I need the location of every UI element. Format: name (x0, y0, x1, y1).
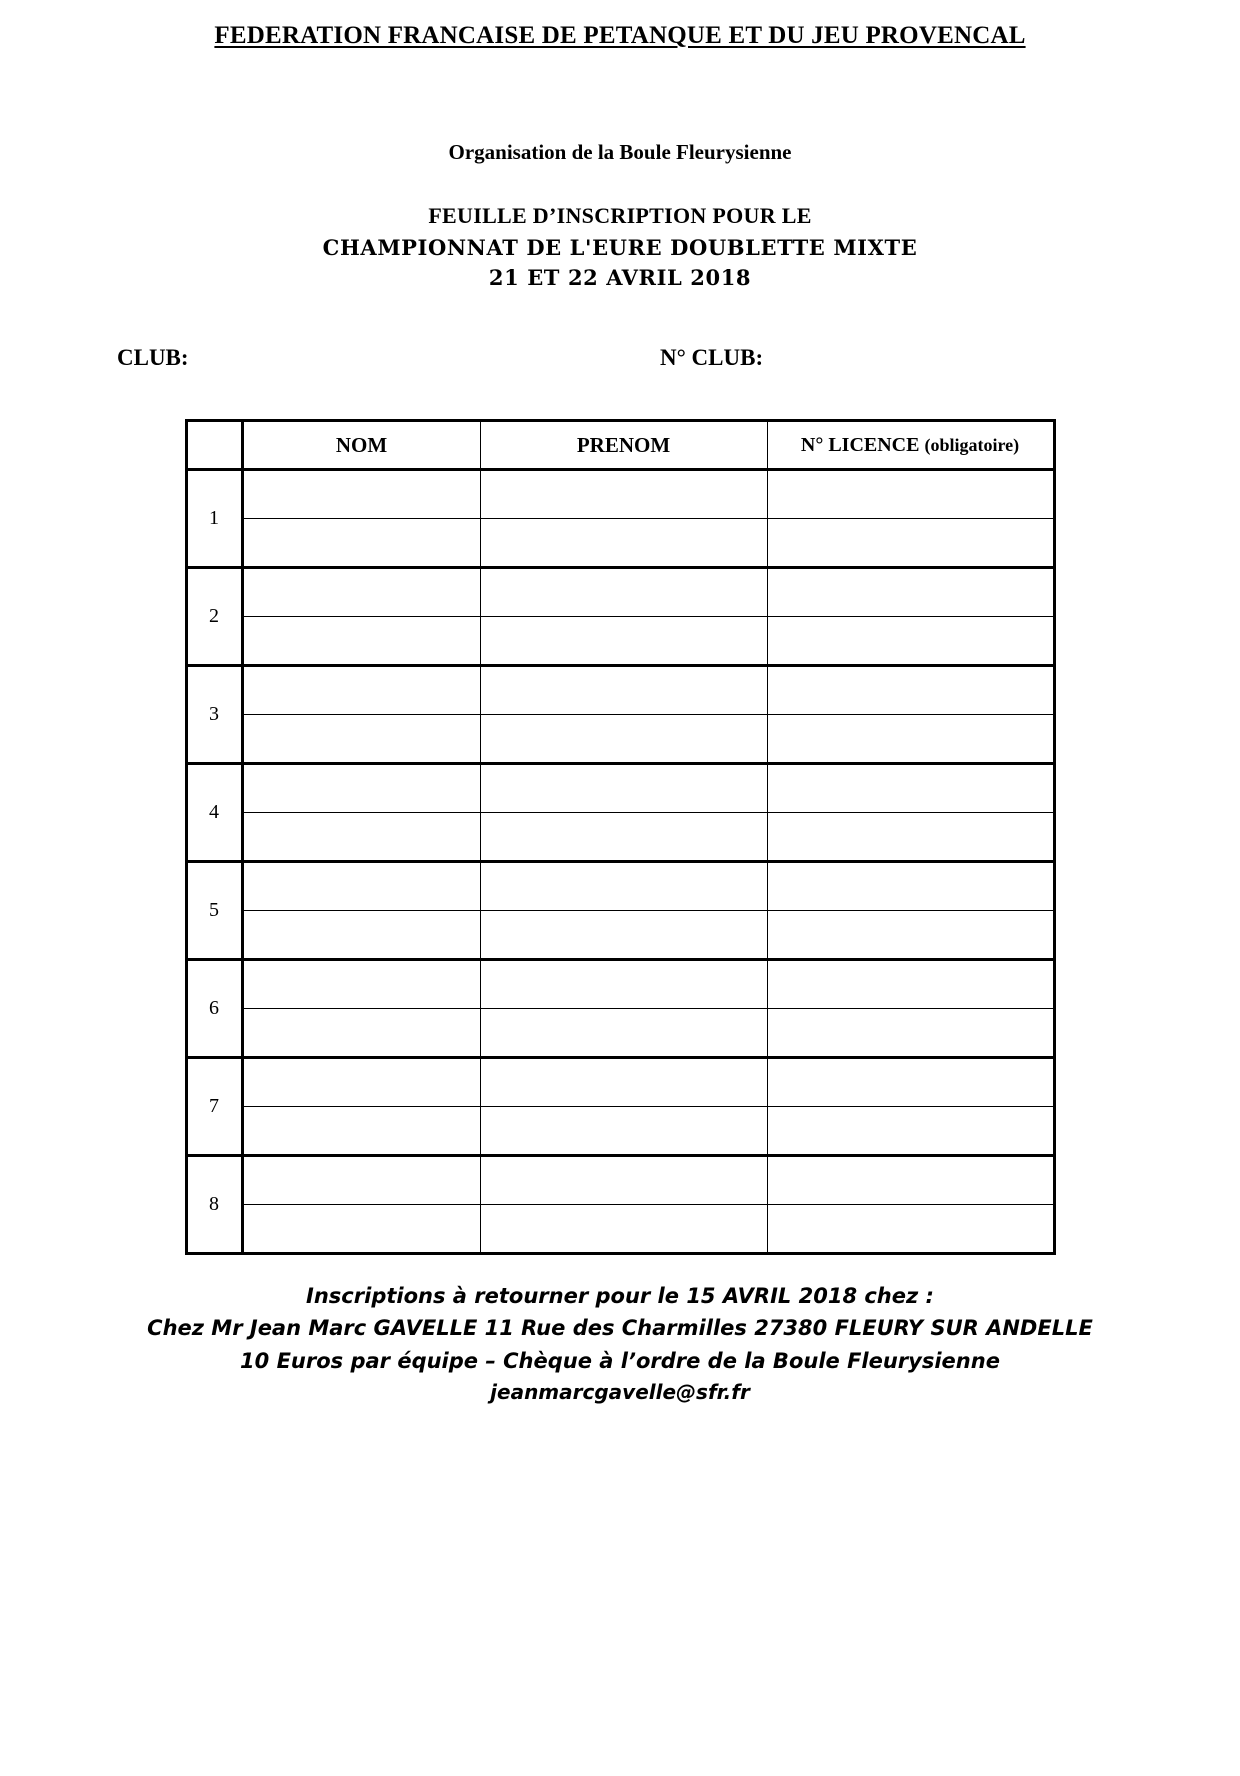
table-row (186, 568, 1054, 617)
document-page (0, 22, 1240, 1776)
club-info-row (0, 345, 1240, 379)
table-row (186, 1107, 1054, 1156)
cell-nom-2a[interactable] (242, 568, 480, 617)
cell-prenom-2a[interactable] (480, 568, 767, 617)
club-number-label: N° CLUB: (660, 345, 764, 370)
column-header-prenom: PRENOM (480, 421, 767, 470)
cell-prenom-2b[interactable] (480, 617, 767, 666)
cell-licence-3a[interactable] (767, 666, 1054, 715)
column-header-nom: NOM (242, 421, 480, 470)
cell-licence-5a[interactable] (767, 862, 1054, 911)
cell-licence-1b[interactable] (767, 519, 1054, 568)
table-row (186, 519, 1054, 568)
table-row (186, 1156, 1054, 1205)
cell-licence-7b[interactable] (767, 1107, 1054, 1156)
cell-prenom-6a[interactable] (480, 960, 767, 1009)
federation-title (0, 22, 1240, 50)
cell-licence-5b[interactable] (767, 911, 1054, 960)
table-row (186, 862, 1054, 911)
cell-licence-8a[interactable] (767, 1156, 1054, 1205)
row-number-4: 4 (186, 764, 242, 862)
cell-prenom-4b[interactable] (480, 813, 767, 862)
cell-nom-6b[interactable] (242, 1009, 480, 1058)
cell-licence-2a[interactable] (767, 568, 1054, 617)
cell-prenom-5a[interactable] (480, 862, 767, 911)
cell-licence-4b[interactable] (767, 813, 1054, 862)
footer-line-address: Chez Mr Jean Marc GAVELLE 11 Rue des Charmilles 27380 FLEURY SUR ANDELLE (147, 1316, 1093, 1341)
cell-nom-8a[interactable] (242, 1156, 480, 1205)
championship-title: CHAMPIONNAT DE L'EURE DOUBLETTE MIXTE (322, 235, 918, 260)
row-number-3: 3 (186, 666, 242, 764)
row-number-1: 1 (186, 470, 242, 568)
table-row (186, 666, 1054, 715)
cell-prenom-6b[interactable] (480, 1009, 767, 1058)
championship-dates: 21 ET 22 AVRIL 2018 (488, 265, 752, 290)
organisation-line: Organisation de la Boule Fleurysienne (448, 140, 792, 164)
cell-nom-5b[interactable] (242, 911, 480, 960)
club-label: CLUB: (117, 345, 189, 370)
cell-prenom-8a[interactable] (480, 1156, 767, 1205)
cell-nom-4b[interactable] (242, 813, 480, 862)
cell-licence-6b[interactable] (767, 1009, 1054, 1058)
table-row (186, 911, 1054, 960)
cell-prenom-7a[interactable] (480, 1058, 767, 1107)
cell-nom-1a[interactable] (242, 470, 480, 519)
cell-prenom-7b[interactable] (480, 1107, 767, 1156)
cell-nom-7b[interactable] (242, 1107, 480, 1156)
cell-nom-6a[interactable] (242, 960, 480, 1009)
cell-prenom-5b[interactable] (480, 911, 767, 960)
cell-licence-2b[interactable] (767, 617, 1054, 666)
table-row (186, 764, 1054, 813)
table-header (186, 421, 1054, 470)
footer-notes (0, 1281, 1240, 1407)
cell-prenom-3b[interactable] (480, 715, 767, 764)
cell-licence-8b[interactable] (767, 1205, 1054, 1254)
table-row (186, 715, 1054, 764)
federation-title-text: FEDERATION FRANCAISE DE PETANQUE ET DU JEU PROVENCAL (214, 22, 1026, 49)
cell-nom-2b[interactable] (242, 617, 480, 666)
table-body (186, 470, 1054, 1254)
cell-nom-4a[interactable] (242, 764, 480, 813)
column-header-licence-text: N° LICENCE (800, 433, 925, 456)
cell-nom-5a[interactable] (242, 862, 480, 911)
table-row (186, 1058, 1054, 1107)
row-number-7: 7 (186, 1058, 242, 1156)
table-row (186, 617, 1054, 666)
table-row (186, 1009, 1054, 1058)
row-number-5: 5 (186, 862, 242, 960)
cell-nom-1b[interactable] (242, 519, 480, 568)
cell-prenom-1b[interactable] (480, 519, 767, 568)
inscription-table (185, 419, 1056, 1255)
form-subtitle: FEUILLE D’INSCRIPTION POUR LE (428, 203, 812, 228)
footer-line-deadline: Inscriptions à retourner pour le 15 AVRIL 2018 chez : (306, 1284, 934, 1308)
cell-nom-3a[interactable] (242, 666, 480, 715)
cell-licence-4a[interactable] (767, 764, 1054, 813)
table-row (186, 813, 1054, 862)
footer-line-email: jeanmarcgavelle@sfr.fr (490, 1380, 750, 1405)
cell-nom-8b[interactable] (242, 1205, 480, 1254)
cell-nom-3b[interactable] (242, 715, 480, 764)
table-row (186, 470, 1054, 519)
table-row (186, 960, 1054, 1009)
cell-licence-6a[interactable] (767, 960, 1054, 1009)
cell-prenom-3a[interactable] (480, 666, 767, 715)
row-number-2: 2 (186, 568, 242, 666)
footer-line-fee: 10 Euros par équipe – Chèque à l’ordre de la Boule Fleurysienne (240, 1348, 1000, 1373)
row-number-6: 6 (186, 960, 242, 1058)
cell-nom-7a[interactable] (242, 1058, 480, 1107)
column-header-licence-note: (obligatoire) (924, 434, 1020, 455)
cell-prenom-4a[interactable] (480, 764, 767, 813)
cell-licence-1a[interactable] (767, 470, 1054, 519)
cell-licence-3b[interactable] (767, 715, 1054, 764)
cell-prenom-8b[interactable] (480, 1205, 767, 1254)
column-header-number (186, 421, 242, 470)
column-header-licence (767, 421, 1054, 470)
cell-licence-7a[interactable] (767, 1058, 1054, 1107)
cell-prenom-1a[interactable] (480, 470, 767, 519)
table-row (186, 1205, 1054, 1254)
row-number-8: 8 (186, 1156, 242, 1254)
